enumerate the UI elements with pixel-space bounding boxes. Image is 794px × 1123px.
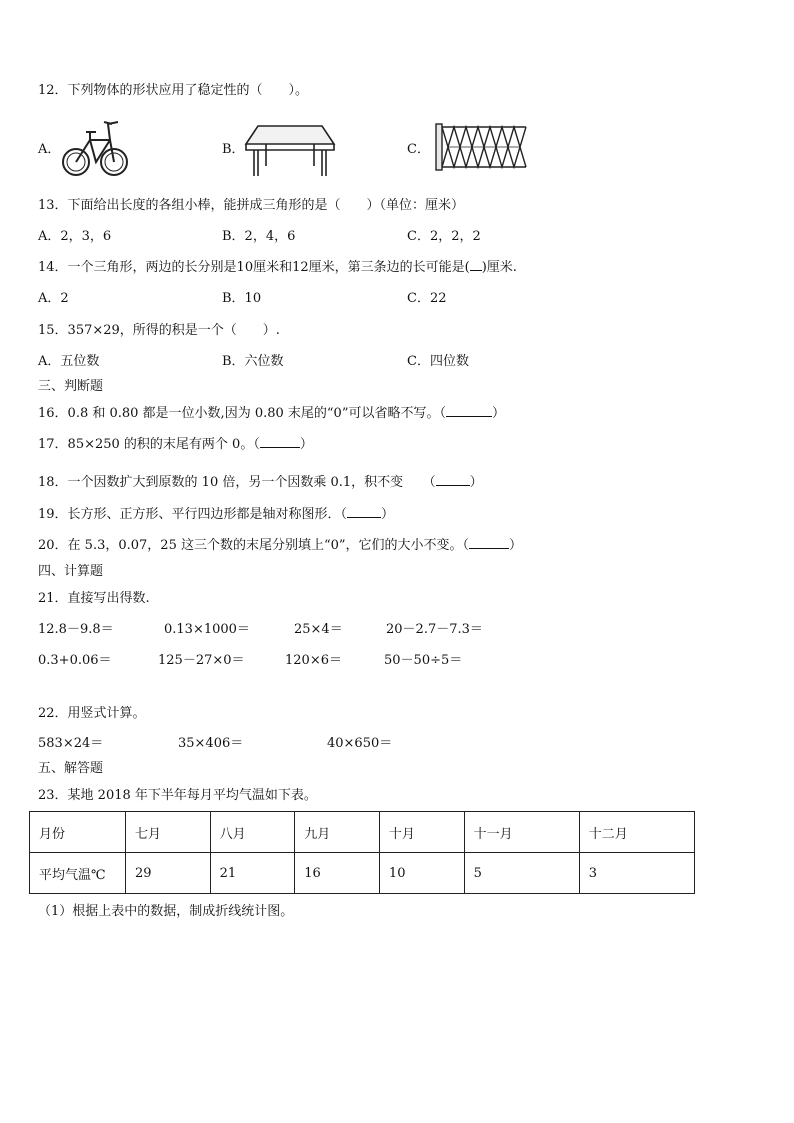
folding-gate-icon (434, 123, 530, 171)
q16 (38, 405, 505, 423)
q19-end: ） (381, 507, 395, 522)
q14-stem-part2: )厘米. (481, 260, 517, 275)
q14-blank[interactable] (470, 270, 482, 271)
table-row (30, 853, 695, 894)
q12-option-b-label: B． (222, 142, 245, 157)
q21-item: 25×4＝ (294, 622, 343, 637)
q18-end: ） (469, 475, 483, 490)
table-cell: 16 (295, 853, 380, 894)
q22-item: 40×650＝ (327, 736, 393, 751)
q14-stem (38, 259, 517, 277)
q21-stem: 21．直接写出得数. (38, 591, 150, 606)
q13-option-a: A．2，3，6 (38, 229, 112, 244)
q20 (38, 537, 522, 555)
q15-stem: 15．357×29，所得的积是一个（ ）. (38, 323, 280, 338)
q13-option-b: B．2，4，6 (222, 229, 296, 244)
q17-end: ） (299, 437, 313, 452)
q22-item: 35×406＝ (178, 736, 244, 751)
q17 (38, 436, 313, 454)
q15-option-a: A．五位数 (38, 354, 100, 369)
q13-option-c: C．2，2，2 (407, 229, 481, 244)
table-cell: 平均气温℃ (30, 853, 126, 894)
table-cell: 七月 (126, 812, 211, 853)
table-header-row (30, 812, 695, 853)
q18-stem: 18．一个因数扩大到原数的 10 倍，另一个因数乘 0.1，积不变 （ (38, 475, 436, 490)
q21-item: 0.3+0.06＝ (38, 653, 112, 668)
q21-item: 50－50÷5＝ (384, 653, 463, 668)
table-cell: 八月 (210, 812, 295, 853)
q14-option-b: B．10 (222, 291, 262, 306)
q16-stem: 16．0.8 和 0.80 都是一位小数,因为 0.80 末尾的“0”可以省略不写。（ (38, 406, 446, 421)
q12-stem: 12．下列物体的形状应用了稳定性的（ ）。 (38, 83, 309, 98)
table-cell: 10 (379, 853, 464, 894)
table-cell: 3 (579, 853, 694, 894)
table-cell: 十二月 (579, 812, 694, 853)
q21-item: 0.13×1000＝ (164, 622, 250, 637)
q22-item: 583×24＝ (38, 736, 104, 751)
q14-option-a: A．2 (38, 291, 69, 306)
q21-item: 120×6＝ (285, 653, 342, 668)
table-cell: 九月 (295, 812, 380, 853)
q20-answer-blank[interactable] (469, 548, 509, 549)
table-cell: 月份 (30, 812, 126, 853)
q15-option-b: B．六位数 (222, 354, 284, 369)
section-5-heading: 五、解答题 (38, 761, 104, 776)
q20-end: ） (509, 538, 523, 553)
q21-item: 20－2.7－7.3＝ (386, 622, 483, 637)
table-cell: 十一月 (464, 812, 579, 853)
q19-stem: 19．长方形、正方形、平行四边形都是轴对称图形．（ (38, 507, 348, 522)
q23-sub1: （1）根据上表中的数据，制成折线统计图。 (38, 904, 294, 919)
q15-option-c: C．四位数 (407, 354, 469, 369)
q18 (38, 474, 483, 492)
q17-answer-blank[interactable] (260, 447, 300, 448)
q21-item: 12.8－9.8＝ (38, 622, 114, 637)
temperature-table (29, 811, 695, 894)
q17-stem: 17．85×250 的积的末尾有两个 0。（ (38, 437, 260, 452)
q16-answer-blank[interactable] (446, 416, 492, 417)
q19-answer-blank[interactable] (347, 517, 381, 518)
q23-stem: 23．某地 2018 年下半年每月平均气温如下表。 (38, 788, 317, 803)
q21-item: 125－27×0＝ (158, 653, 245, 668)
table-cell: 29 (126, 853, 211, 894)
q14-option-c: C．22 (407, 291, 447, 306)
q13-stem: 13．下面给出长度的各组小棒，能拼成三角形的是（ ）（单位：厘米） (38, 198, 465, 213)
q19 (38, 506, 394, 524)
table-cell: 5 (464, 853, 579, 894)
q20-stem: 20．在 5.3，0.07，25 这三个数的末尾分别填上“0”，它们的大小不变。（ (38, 538, 470, 553)
bicycle-icon (60, 116, 132, 180)
section-3-heading: 三、判断题 (38, 379, 104, 394)
q12-option-a-label: A． (38, 142, 61, 157)
table-cell: 21 (210, 853, 295, 894)
q12-option-c-label: C． (407, 142, 430, 157)
table-icon (244, 122, 336, 178)
q18-answer-blank[interactable] (436, 485, 470, 486)
table-cell: 十月 (379, 812, 464, 853)
q22-stem: 22．用竖式计算。 (38, 706, 146, 721)
section-4-heading: 四、计算题 (38, 564, 104, 579)
q16-end: ） (491, 406, 505, 421)
q14-stem-part1: 14．一个三角形，两边的长分别是10厘米和12厘米，第三条边的长可能是( (38, 260, 470, 275)
